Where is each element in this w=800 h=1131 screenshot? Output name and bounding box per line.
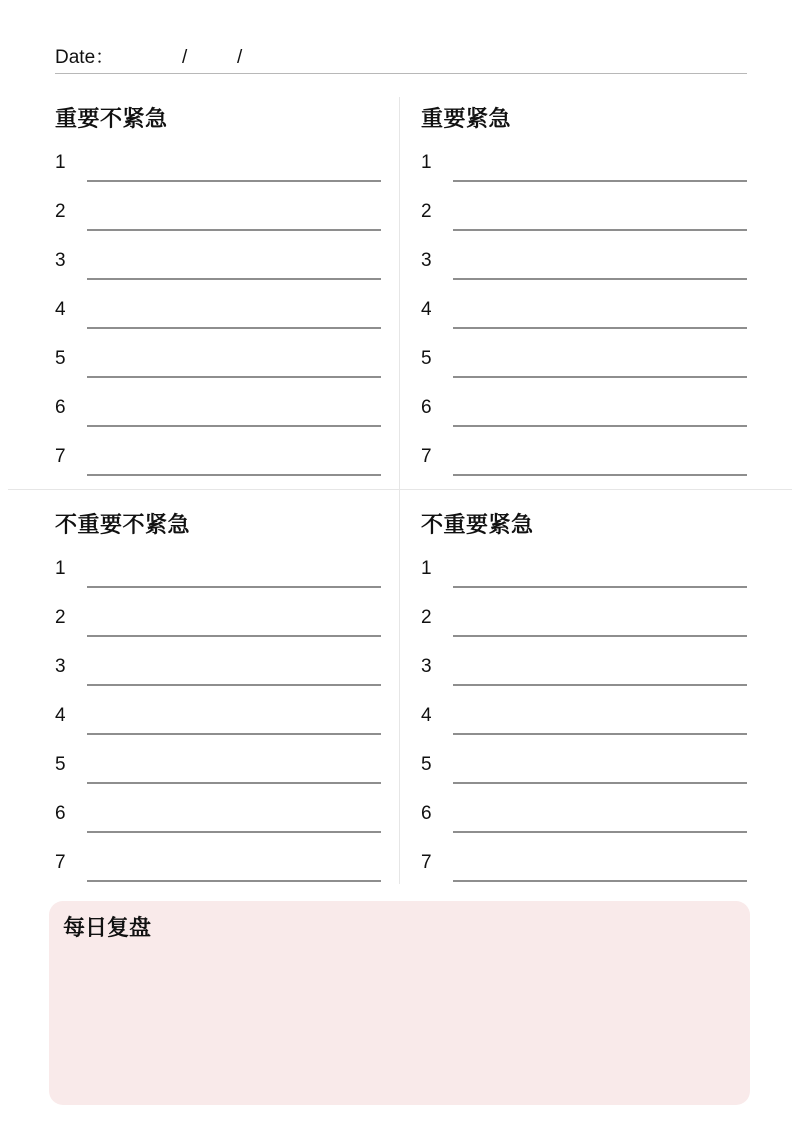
task-writing-line[interactable]	[453, 376, 747, 378]
task-item[interactable]	[55, 391, 381, 440]
task-writing-line[interactable]	[453, 327, 747, 329]
task-item[interactable]	[55, 797, 381, 846]
task-list	[421, 146, 747, 489]
task-number: 7	[421, 852, 432, 873]
task-writing-line[interactable]	[87, 831, 381, 833]
task-number: 7	[55, 446, 66, 467]
task-writing-line[interactable]	[87, 474, 381, 476]
task-writing-line[interactable]	[453, 831, 747, 833]
task-writing-line[interactable]	[87, 880, 381, 882]
task-writing-line[interactable]	[453, 586, 747, 588]
task-number: 6	[55, 397, 66, 418]
task-list	[55, 552, 381, 895]
task-writing-line[interactable]	[87, 278, 381, 280]
task-number: 2	[421, 607, 432, 628]
task-writing-line[interactable]	[87, 180, 381, 182]
task-writing-line[interactable]	[87, 782, 381, 784]
task-item[interactable]	[421, 601, 747, 650]
task-number: 3	[55, 250, 66, 271]
task-writing-line[interactable]	[87, 635, 381, 637]
quadrant-title: 不重要紧急	[421, 512, 534, 537]
date-separator-2: /	[237, 47, 243, 68]
task-item[interactable]	[421, 748, 747, 797]
task-number: 6	[55, 803, 66, 824]
task-item[interactable]	[55, 195, 381, 244]
date-label: Date：	[55, 47, 115, 68]
task-number: 1	[421, 558, 432, 579]
quadrant-important-not-urgent	[55, 104, 381, 489]
task-writing-line[interactable]	[453, 474, 747, 476]
task-writing-line[interactable]	[87, 733, 381, 735]
task-list	[421, 552, 747, 895]
task-writing-line[interactable]	[453, 229, 747, 231]
task-item[interactable]	[421, 195, 747, 244]
daily-review-box[interactable]	[49, 901, 750, 1105]
task-item[interactable]	[55, 440, 381, 489]
daily-review-title: 每日复盘	[63, 915, 152, 940]
quadrant-important-urgent	[421, 104, 747, 489]
task-item[interactable]	[421, 846, 747, 895]
task-number: 5	[55, 348, 66, 369]
task-number: 3	[421, 250, 432, 271]
task-list	[55, 146, 381, 489]
quadrant-title: 不重要不紧急	[55, 512, 191, 537]
task-writing-line[interactable]	[87, 684, 381, 686]
task-item[interactable]	[421, 342, 747, 391]
task-item[interactable]	[421, 699, 747, 748]
task-item[interactable]	[421, 797, 747, 846]
task-number: 6	[421, 803, 432, 824]
task-item[interactable]	[55, 846, 381, 895]
task-writing-line[interactable]	[87, 327, 381, 329]
task-number: 2	[55, 607, 66, 628]
task-number: 5	[421, 754, 432, 775]
date-field[interactable]	[55, 44, 747, 74]
task-writing-line[interactable]	[453, 425, 747, 427]
task-writing-line[interactable]	[453, 684, 747, 686]
task-writing-line[interactable]	[87, 376, 381, 378]
task-writing-line[interactable]	[453, 180, 747, 182]
task-item[interactable]	[421, 391, 747, 440]
task-writing-line[interactable]	[87, 229, 381, 231]
task-item[interactable]	[55, 699, 381, 748]
task-writing-line[interactable]	[453, 635, 747, 637]
task-item[interactable]	[55, 146, 381, 195]
task-number: 3	[421, 656, 432, 677]
task-number: 1	[55, 152, 66, 173]
quadrant-not-important-not-urgent	[55, 510, 381, 895]
task-number: 4	[55, 705, 66, 726]
task-item[interactable]	[421, 293, 747, 342]
quadrant-title: 重要不紧急	[55, 106, 168, 131]
task-item[interactable]	[55, 342, 381, 391]
task-number: 1	[421, 152, 432, 173]
task-writing-line[interactable]	[453, 782, 747, 784]
task-item[interactable]	[55, 244, 381, 293]
task-number: 5	[421, 348, 432, 369]
task-item[interactable]	[421, 146, 747, 195]
task-number: 4	[421, 299, 432, 320]
task-item[interactable]	[55, 601, 381, 650]
task-number: 2	[55, 201, 66, 222]
task-item[interactable]	[421, 552, 747, 601]
task-number: 6	[421, 397, 432, 418]
task-item[interactable]	[421, 650, 747, 699]
task-item[interactable]	[421, 440, 747, 489]
task-item[interactable]	[55, 552, 381, 601]
task-number: 7	[421, 446, 432, 467]
task-number: 5	[55, 754, 66, 775]
task-number: 2	[421, 201, 432, 222]
task-item[interactable]	[55, 748, 381, 797]
task-writing-line[interactable]	[87, 425, 381, 427]
task-item[interactable]	[55, 650, 381, 699]
task-number: 4	[55, 299, 66, 320]
task-item[interactable]	[55, 293, 381, 342]
task-item[interactable]	[421, 244, 747, 293]
task-number: 3	[55, 656, 66, 677]
task-writing-line[interactable]	[453, 278, 747, 280]
task-number: 1	[55, 558, 66, 579]
task-writing-line[interactable]	[453, 880, 747, 882]
task-number: 4	[421, 705, 432, 726]
date-separator-1: /	[182, 47, 188, 68]
vertical-divider	[399, 97, 400, 884]
task-writing-line[interactable]	[87, 586, 381, 588]
quadrant-not-important-urgent	[421, 510, 747, 895]
horizontal-divider	[8, 489, 792, 490]
quadrant-title: 重要紧急	[421, 106, 512, 131]
task-writing-line[interactable]	[453, 733, 747, 735]
task-number: 7	[55, 852, 66, 873]
